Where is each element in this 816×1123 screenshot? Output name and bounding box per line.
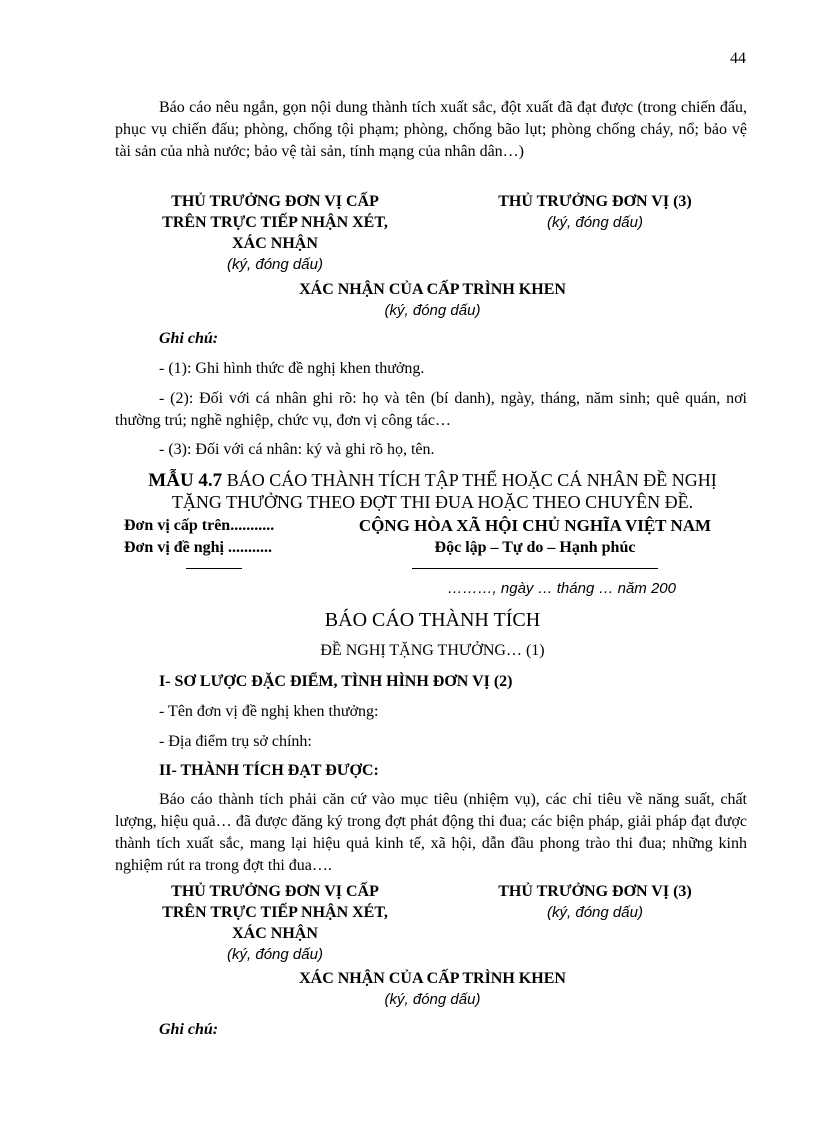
section2-paragraph: Báo cáo thành tích phải căn cứ vào mục tiêu (nhiệm vụ), các chỉ tiêu về năng suất, chất lượng, hiệu quả… đã được đăng ký trong đợt phát động thi đua; các biện pháp, giải pháp đạt được thành tích xuất sắc, mang lại hiệu quả kinh tế, xã hội, dẫn đầu phong trào thi đua; những kinh nghiệm rút ra trong đợt thi đua…. bbox=[115, 791, 747, 874]
confirm-signature-block-2 bbox=[115, 968, 750, 1010]
national-motto: Độc lập – Tự do – Hạnh phúc bbox=[434, 539, 636, 556]
confirm-sign-note: (ký, đóng dấu) bbox=[384, 302, 481, 319]
unit-head-sign-note: (ký, đóng dấu) bbox=[547, 214, 643, 231]
motto-underline bbox=[412, 568, 658, 569]
section1-item2: - Địa điểm trụ sở chính: bbox=[159, 733, 312, 750]
unit-head-title: THỦ TRƯỞNG ĐƠN VỊ (3) bbox=[498, 193, 692, 210]
intro-paragraph: Báo cáo nêu ngắn, gọn nội dung thành tích xuất sắc, đột xuất đã đạt được (trong chiến đấu, phục vụ chiến đấu; phòng, chống tội phạm; phòng, chống bão lụt; phòng chống cháy, nổ; bảo vệ tài sản của nhà nước; bảo vệ tài sản, tính mạng của nhân dân…) bbox=[115, 99, 747, 160]
superior-sign-note: (ký, đóng dấu) bbox=[227, 946, 323, 963]
superior-title-line1: THỦ TRƯỞNG ĐƠN VỊ CẤP bbox=[171, 883, 379, 900]
proposing-unit-label: Đơn vị đề nghị ........... bbox=[124, 539, 272, 556]
section1-item1: - Tên đơn vị đề nghị khen thưởng: bbox=[159, 703, 379, 720]
date-line: ………, ngày … tháng … năm 200 bbox=[447, 580, 676, 597]
confirm-signature-block bbox=[115, 279, 750, 321]
section2-heading: II- THÀNH TÍCH ĐẠT ĐƯỢC: bbox=[159, 762, 379, 779]
report-subtitle: ĐỀ NGHỊ TẶNG THƯỞNG… (1) bbox=[320, 642, 545, 659]
form-title-line2: TẶNG THƯỞNG THEO ĐỢT THI ĐUA HOẶC THEO CHUYÊN ĐỀ. bbox=[171, 492, 694, 512]
unit-head-signature-block bbox=[455, 191, 735, 233]
republic-name: CỘNG HÒA XÃ HỘI CHỦ NGHĨA VIỆT NAM bbox=[358, 516, 712, 535]
confirm-title: XÁC NHẬN CỦA CẤP TRÌNH KHEN bbox=[299, 281, 566, 298]
note-2: - (2): Đối với cá nhân ghi rõ: họ và tên (bí danh), ngày, tháng, năm sinh; quê quán, nơi thường trú; nghề nghiệp, chức vụ, đơn vị công tác… bbox=[115, 390, 747, 429]
note-3: - (3): Đối với cá nhân: ký và ghi rõ họ, tên. bbox=[159, 441, 435, 458]
report-title: BÁO CÁO THÀNH TÍCH bbox=[324, 609, 541, 631]
confirm-sign-note: (ký, đóng dấu) bbox=[384, 991, 481, 1008]
notes-heading: Ghi chú: bbox=[159, 330, 219, 347]
superior-title-line1: THỦ TRƯỞNG ĐƠN VỊ CẤP bbox=[171, 193, 379, 210]
unit-head-sign-note: (ký, đóng dấu) bbox=[547, 904, 643, 921]
superior-unit-label: Đơn vị cấp trên........... bbox=[124, 517, 275, 534]
notes-heading-2: Ghi chú: bbox=[159, 1021, 219, 1038]
superior-sign-note: (ký, đóng dấu) bbox=[227, 256, 323, 273]
unit-head-title: THỦ TRƯỞNG ĐƠN VỊ (3) bbox=[498, 883, 692, 900]
note-1: - (1): Ghi hình thức đề nghị khen thưởng. bbox=[159, 360, 425, 377]
unit-head-signature-block-2 bbox=[455, 881, 735, 923]
form-code: MẪU 4.7 bbox=[148, 470, 223, 491]
page-number: 44 bbox=[730, 50, 746, 67]
superior-title-line3: XÁC NHẬN bbox=[232, 925, 318, 942]
superior-signature-block bbox=[120, 191, 430, 275]
form-title-line1: BÁO CÁO THÀNH TÍCH TẬP THỂ HOẶC CÁ NHÂN ĐỀ NGHỊ bbox=[226, 470, 717, 490]
superior-title-line2: TRÊN TRỰC TIẾP NHẬN XÉT, bbox=[162, 904, 388, 921]
superior-title-line3: XÁC NHẬN bbox=[232, 235, 318, 252]
confirm-title: XÁC NHẬN CỦA CẤP TRÌNH KHEN bbox=[299, 970, 566, 987]
superior-title-line2: TRÊN TRỰC TIẾP NHẬN XÉT, bbox=[162, 214, 388, 231]
superior-signature-block-2 bbox=[120, 881, 430, 965]
unit-underline bbox=[186, 568, 242, 569]
form-title bbox=[115, 469, 750, 492]
section1-heading: I- SƠ LƯỢC ĐẶC ĐIỂM, TÌNH HÌNH ĐƠN VỊ (2) bbox=[159, 673, 513, 690]
